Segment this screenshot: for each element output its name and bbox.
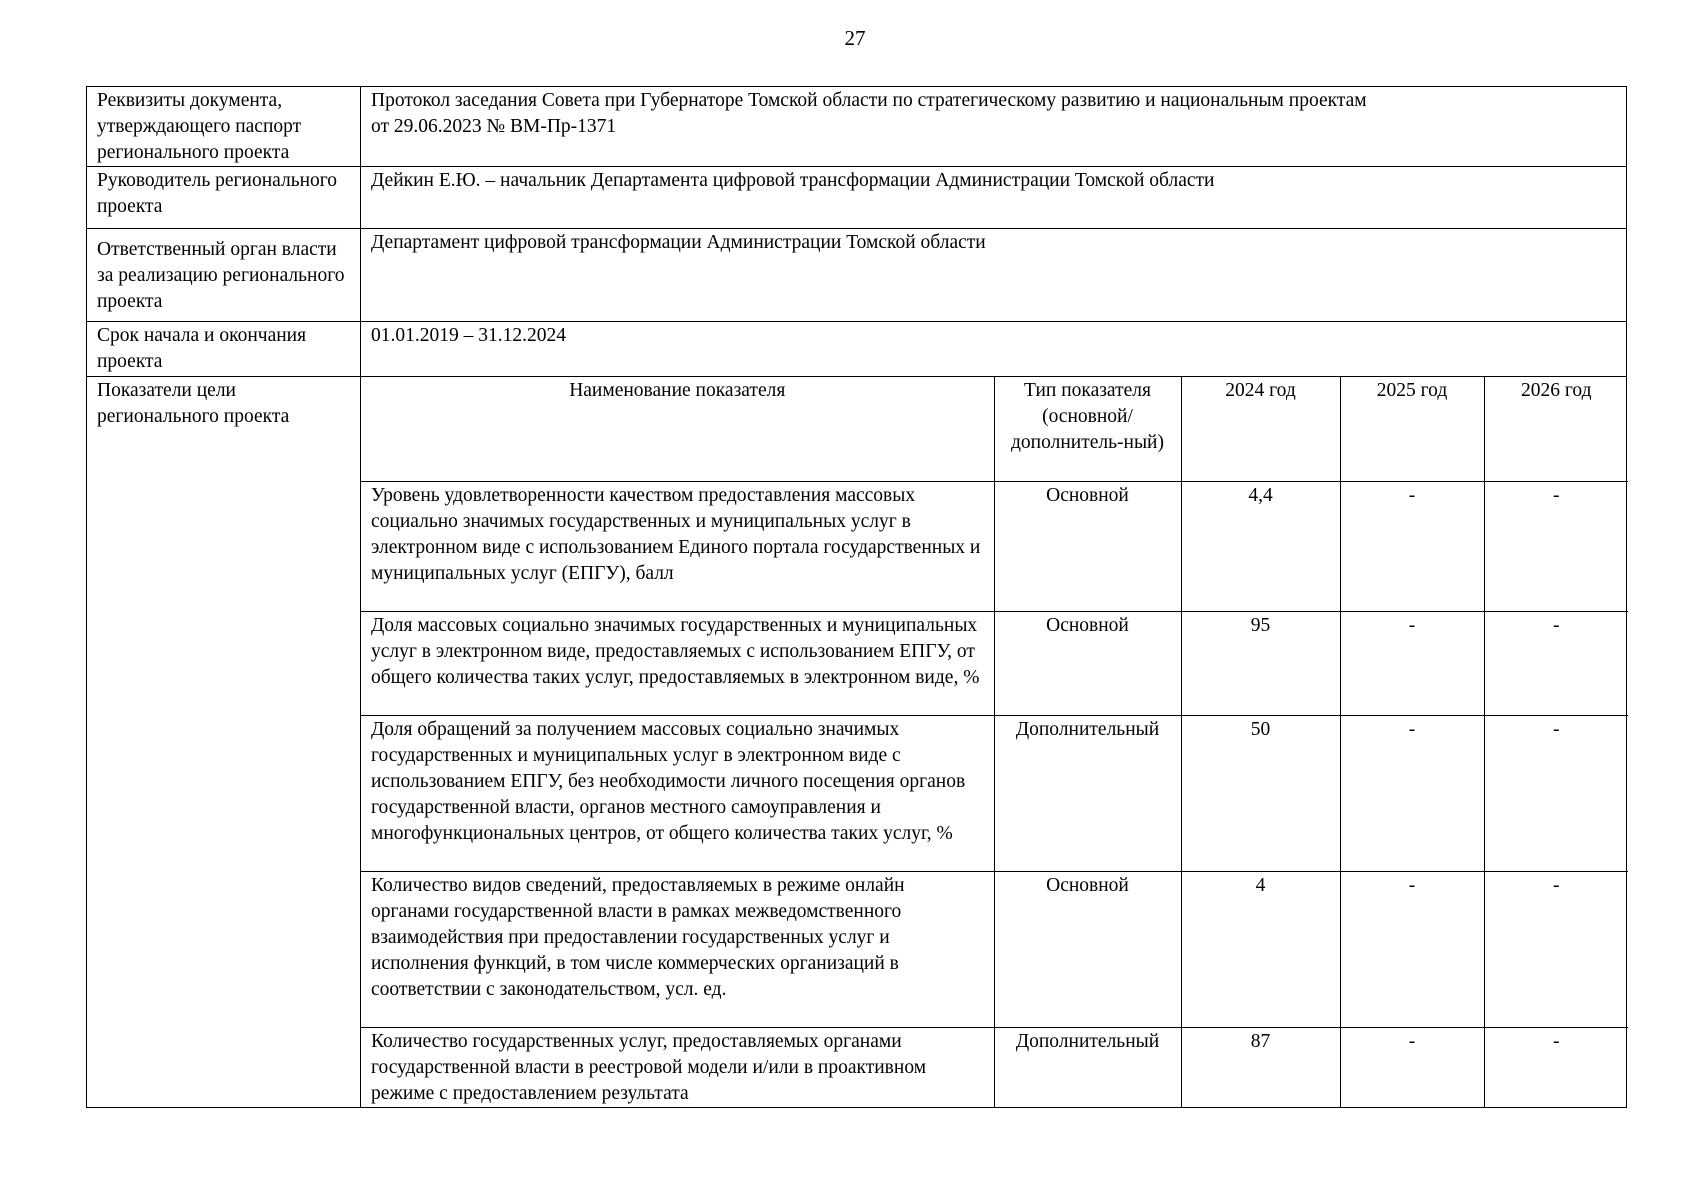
- responsible-body-value: Департамент цифровой трансформации Администрации Томской области: [361, 229, 1627, 322]
- indicator-value-2024: 50: [1181, 715, 1340, 871]
- indicator-value-2026: -: [1484, 481, 1628, 611]
- passport-row-period: [87, 322, 1627, 377]
- indicator-row: [361, 715, 1628, 871]
- header-year-2025: 2025 год: [1340, 377, 1484, 481]
- indicator-value-2024: 95: [1181, 611, 1340, 715]
- header-indicator-type: Тип показателя (основной/ дополнитель-ный): [994, 377, 1181, 481]
- document-details-line1: Протокол заседания Совета при Губернаторе Томской области по стратегическому развитию и национальным проектам: [371, 90, 1367, 111]
- indicator-row: [361, 871, 1628, 1027]
- indicator-value-2024: 87: [1181, 1027, 1340, 1107]
- project-head-label: Руководитель регионального проекта: [87, 167, 361, 229]
- indicator-name: Доля обращений за получением массовых социально значимых государственных и муниципальных услуг в электронном виде с использованием ЕПГУ, без необходимости личного посещения органов государственной власти, органов местного самоуправления и многофункциональных центров, от общего количества таких услуг, %: [361, 715, 994, 871]
- indicator-type: Основной: [994, 481, 1181, 611]
- indicator-value-2026: -: [1484, 871, 1628, 1027]
- passport-row-indicators: [87, 377, 1627, 1108]
- indicator-row: [361, 611, 1628, 715]
- indicator-value-2026: -: [1484, 1027, 1628, 1107]
- indicators-header-row: [361, 377, 1628, 481]
- indicator-row: [361, 1027, 1628, 1107]
- indicator-name: Уровень удовлетворенности качеством предоставления массовых социально значимых государственных и муниципальных услуг в электронном виде с использованием Единого портала государственных и муниципальных услуг (ЕПГУ), балл: [361, 481, 994, 611]
- indicator-value-2025: -: [1340, 611, 1484, 715]
- indicator-value-2025: -: [1340, 715, 1484, 871]
- indicator-type: Дополнительный: [994, 1027, 1181, 1107]
- indicator-value-2026: -: [1484, 611, 1628, 715]
- passport-row-project-head: [87, 167, 1627, 229]
- header-indicator-name: Наименование показателя: [361, 377, 994, 481]
- indicator-name: Количество видов сведений, предоставляемых в режиме онлайн органами государственной власти в рамках межведомственного взаимодействия при предоставлении государственных услуг и исполнения функций, в том числе коммерческих организаций в соответствии с законодательством, усл. ед.: [361, 871, 994, 1027]
- indicator-type: Основной: [994, 871, 1181, 1027]
- indicator-value-2025: -: [1340, 871, 1484, 1027]
- period-value: 01.01.2019 – 31.12.2024: [361, 322, 1627, 377]
- project-head-value: Дейкин Е.Ю. – начальник Департамента цифровой трансформации Администрации Томской области: [361, 167, 1627, 229]
- indicator-value-2025: -: [1340, 1027, 1484, 1107]
- page-number: 27: [844, 26, 866, 50]
- document-details-value: [361, 87, 1627, 167]
- passport-row-responsible-body: [87, 229, 1627, 322]
- project-passport-table: [86, 86, 1627, 1108]
- indicator-value-2026: -: [1484, 715, 1628, 871]
- period-label: Срок начала и окончания проекта: [87, 322, 361, 377]
- indicator-name: Количество государственных услуг, предоставляемых органами государственной власти в реестровой модели и/или в проактивном режиме с предоставлением результата: [361, 1027, 994, 1107]
- document-details-label: Реквизиты документа, утверждающего паспорт регионального проекта: [87, 87, 361, 167]
- passport-row-document-details: [87, 87, 1627, 167]
- indicator-value-2025: -: [1340, 481, 1484, 611]
- indicator-type: Дополнительный: [994, 715, 1181, 871]
- responsible-body-label: Ответственный орган власти за реализацию регионального проекта: [87, 229, 361, 322]
- indicators-cell: [361, 377, 1627, 1108]
- header-year-2026: 2026 год: [1484, 377, 1628, 481]
- indicator-value-2024: 4: [1181, 871, 1340, 1027]
- document-details-line2: от 29.06.2023 № ВМ-Пр-1371: [371, 116, 617, 137]
- indicator-name: Доля массовых социально значимых государственных и муниципальных услуг в электронном виде, предоставляемых с использованием ЕПГУ, от общего количества таких услуг, предоставляемых в электронном виде, %: [361, 611, 994, 715]
- indicator-type: Основной: [994, 611, 1181, 715]
- indicators-table: [361, 377, 1628, 1107]
- indicators-label: Показатели цели регионального проекта: [87, 377, 361, 1108]
- indicator-value-2024: 4,4: [1181, 481, 1340, 611]
- header-year-2024: 2024 год: [1181, 377, 1340, 481]
- indicator-row: [361, 481, 1628, 611]
